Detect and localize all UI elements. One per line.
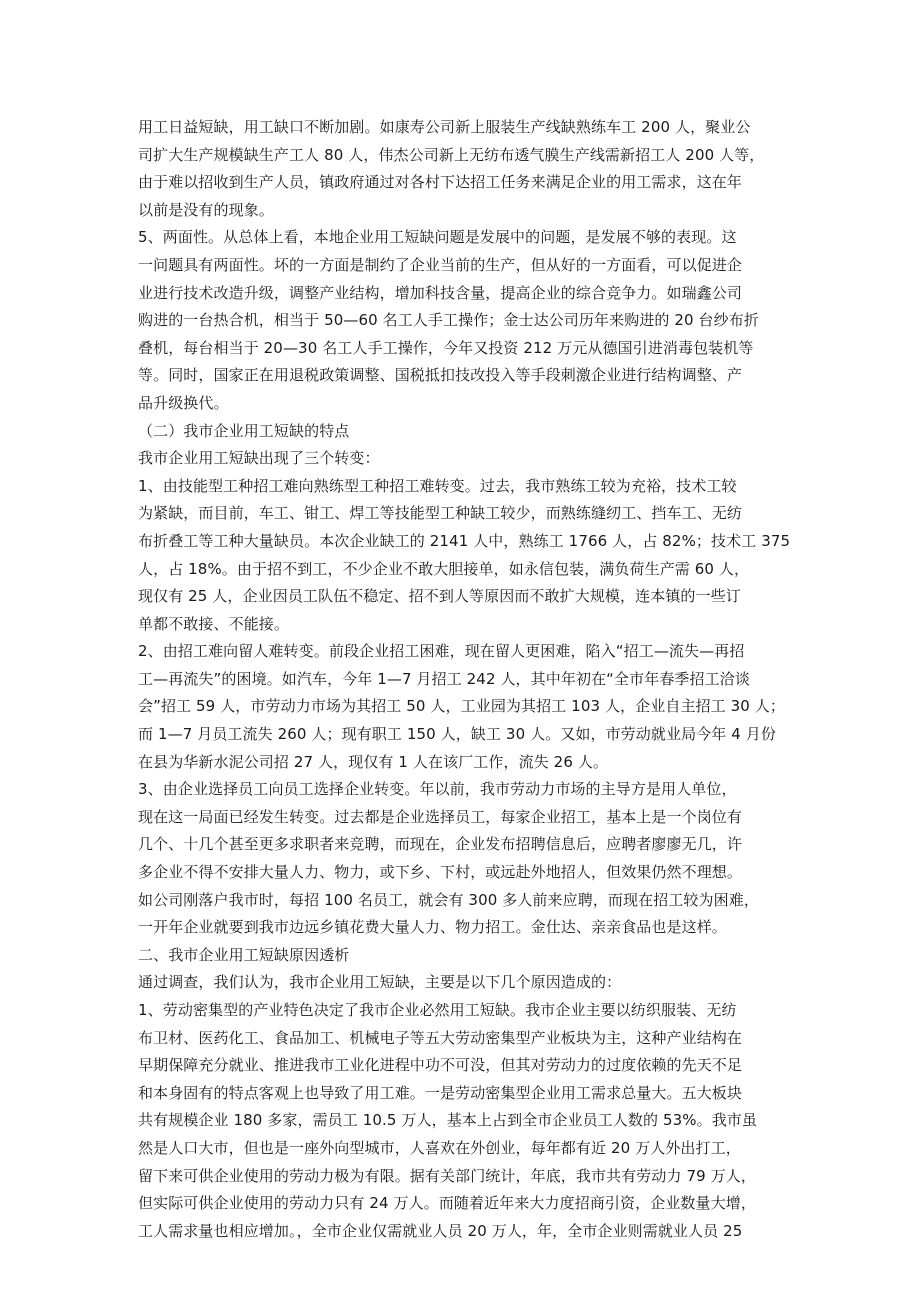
- text-line: 5、两面性。从总体上看，本地企业用工短缺问题是发展中的问题，是发展不够的表现。这: [138, 228, 737, 247]
- text-line: 在县为华新水泥公司招 27 人，现仅有 1 人在该厂工作，流失 26 人。: [138, 752, 609, 771]
- text-line: 会”招工 59 人，市劳动力市场为其招工 50 人，工业园为其招工 103 人，企业自主招工 30 人；: [138, 697, 786, 716]
- text-line: 但实际可供企业使用的劳动力只有 24 万人。而随着近年来大力度招商引资，企业数量大增，: [138, 1194, 756, 1213]
- text-line: 3、由企业选择员工向员工选择企业转变。年以前，我市劳动力市场的主导方是用人单位，: [138, 780, 737, 799]
- text-line: 工人需求量也相应增加。，全市企业仅需就业人员 20 万人，年，全市企业则需就业人员 25: [138, 1221, 743, 1240]
- text-line: 由于难以招收到生产人员，镇政府通过对各村下达招工任务来满足企业的用工需求，这在年: [138, 173, 743, 192]
- text-line: 布卫材、医药化工、食品加工、机械电子等五大劳动密集型产业板块为主，这种产业结构在: [138, 1028, 743, 1047]
- text-line: 一开年企业就要到我市边远乡镇花费大量人力、物力招工。金仕达、亲亲食品也是这样。: [138, 918, 727, 937]
- text-line: 用工日益短缺，用工缺口不断加剧。如康寿公司新上服装生产线缺熟练车工 200 人，聚业公: [138, 118, 751, 136]
- text-line: 和本身固有的特点客观上也导致了用工难。一是劳动密集型企业用工需求总量大。五大板块: [138, 1083, 743, 1102]
- text-line: 一问题具有两面性。坏的一方面是制约了企业当前的生产，但从好的一方面看，可以促进企: [138, 255, 743, 274]
- text-line: 留下来可供企业使用的劳动力极为有限。据有关部门统计，年底，我市共有劳动力 79 万人，: [138, 1166, 756, 1185]
- text-line: 单都不敢接、不能接。: [138, 614, 290, 633]
- text-line: 多企业不得不安排大量人力、物力，或下乡、下村，或远赴外地招人，但效果仍然不理想。: [138, 863, 743, 882]
- text-line: 共有规模企业 180 多家，需员工 10.5 万人，基本上占到全市企业员工人数的 53%。我市虽: [138, 1111, 758, 1130]
- text-line: 2、由招工难向留人难转变。前段企业招工困难，现在留人更困难，陷入“招工—流失—再招: [138, 642, 745, 661]
- text-line: 早期保障充分就业、推进我市工业化进程中功不可没，但其对劳动力的过度依赖的先天不足: [138, 1056, 743, 1075]
- text-line: 以前是没有的现象。: [138, 200, 274, 219]
- text-line: 为紧缺，而目前，车工、钳工、焊工等技能型工种缺工较少，而熟练缝纫工、挡车工、无纺: [138, 504, 743, 523]
- text-line: 叠机，每台相当于 20—30 名工人手工操作，今年又投资 212 万元从德国引进消毒包装机等: [138, 338, 754, 357]
- text-line: 几个、十几个甚至更多求职者来竞聘，而现在，企业发布招聘信息后，应聘者廖廖无几，许: [138, 835, 743, 854]
- text-line: 业进行技术改造升级，调整产业结构，增加科技含量，提高企业的综合竞争力。如瑞鑫公司: [138, 283, 743, 302]
- section-heading: 二、我市企业用工短缺原因透析: [138, 945, 350, 964]
- text-line: 工—再流失”的困境。如汽车，今年 1—7 月招工 242 人，其中年初在“全市年春季招工洽谈: [138, 669, 750, 688]
- text-line: 品升级换代。: [138, 393, 229, 412]
- text-line: 司扩大生产规模缺生产工人 80 人，伟杰公司新上无纺布透气膜生产线需新招工人 200 人等，: [138, 145, 765, 164]
- text-line: 通过调查，我们认为，我市企业用工短缺，主要是以下几个原因造成的：: [138, 973, 622, 992]
- text-line: 而 1—7 月员工流失 260 人；现有职工 150 人，缺工 30 人。又如，市劳动就业局今年 4 月份: [138, 725, 776, 744]
- text-line: 我市企业用工短缺出现了三个转变：: [138, 449, 380, 468]
- text-line: 1、由技能型工种招工难向熟练型工种招工难转变。过去，我市熟练工较为充裕，技术工较: [138, 476, 737, 495]
- text-line: 人，占 18%。由于招不到工，不少企业不敢大胆接单，如永信包装，满负荷生产需 60 人，: [138, 559, 750, 578]
- text-line: 然是人口大市，但也是一座外向型城市，人喜欢在外创业，每年都有近 20 万人外出打工，: [138, 1138, 741, 1157]
- text-line: 现在这一局面已经发生转变。过去都是企业选择员工，每家企业招工，基本上是一个岗位有: [138, 807, 743, 826]
- text-line: 等。同时，国家正在用退税政策调整、国税抵扣技改投入等手段刺激企业进行结构调整、产: [138, 366, 743, 385]
- text-line: 购进的一台热合机，相当于 50—60 名工人手工操作；金士达公司历年来购进的 20 台纱布折: [138, 311, 759, 330]
- text-line: 1、劳动密集型的产业特色决定了我市企业必然用工短缺。我市企业主要以纺织服装、无纺: [138, 1001, 737, 1019]
- text-line: 布折叠工等工种大量缺员。本次企业缺工的 2141 人中，熟练工 1766 人，占 82%；技术工 375: [138, 531, 791, 550]
- text-line: 现仅有 25 人，企业因员工队伍不稳定、招不到人等原因而不敢扩大规模，连本镇的一些订: [138, 587, 741, 606]
- text-line: 如公司刚落户我市时，每招 100 名员工，就会有 300 多人前来应聘，而现在招工较为困难，: [138, 890, 759, 909]
- section-heading: （二）我市企业用工短缺的特点: [138, 421, 350, 440]
